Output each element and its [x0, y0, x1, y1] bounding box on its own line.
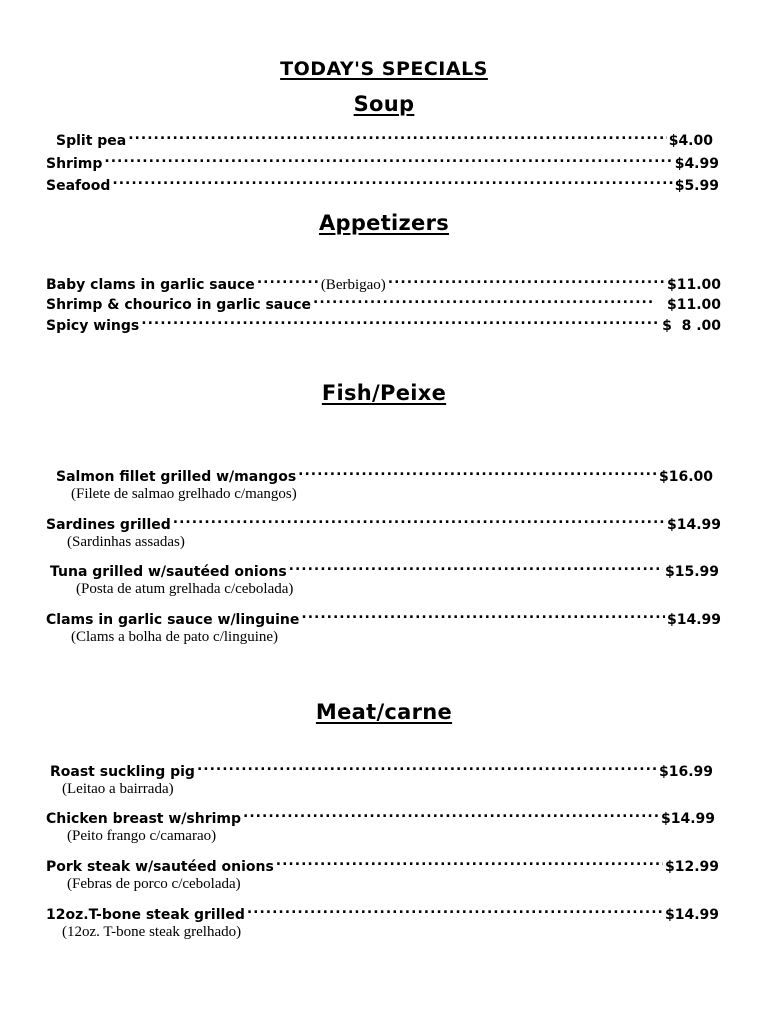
item-price: $12.99 [664, 859, 719, 875]
dot-leader [128, 125, 666, 145]
menu-item-spicy-wings [46, 310, 721, 334]
item-price: $11.00 [666, 297, 721, 313]
item-name: Tuna grilled w/sautéed onions [50, 564, 287, 580]
item-translation: (Febras de porco c/cebolada) [67, 876, 241, 892]
item-name: Baby clams in garlic sauce [46, 277, 255, 293]
section-heading-meat: Meat/carne [315, 700, 453, 724]
page-title: TODAY'S SPECIALS [280, 58, 488, 80]
item-name: Split pea [56, 133, 127, 149]
item-price: $4.00 [668, 133, 713, 149]
dot-leader [257, 269, 319, 289]
dot-leader [388, 269, 665, 289]
item-price: $11.00 [666, 277, 721, 293]
menu-item-baby-clams [46, 269, 721, 293]
dot-leader [104, 148, 672, 168]
item-price: $15.99 [664, 564, 719, 580]
item-price: $14.99 [666, 517, 721, 533]
item-name: Pork steak w/sautéed onions [46, 859, 274, 875]
section-heading-soup: Soup [353, 92, 415, 116]
item-name: Shrimp & chourico in garlic sauce [46, 297, 311, 313]
item-name: 12oz.T-bone steak grilled [46, 907, 245, 923]
item-name: Salmon fillet grilled w/mangos [56, 469, 297, 485]
dot-leader [141, 310, 660, 330]
item-translation: (Clams a bolha de pato c/linguine) [71, 629, 279, 645]
menu-item-shrimp-soup [46, 148, 719, 172]
dot-leader [301, 604, 665, 624]
dot-leader [112, 170, 672, 190]
item-price: $14.99 [664, 907, 719, 923]
section-heading-appetizers: Appetizers [318, 211, 450, 235]
dot-leader [289, 556, 663, 576]
item-name: Shrimp [46, 156, 103, 172]
dot-leader [247, 899, 663, 919]
item-note: (Berbigao) [320, 277, 386, 293]
menu-item-suckling-pig [50, 756, 713, 780]
item-translation: (Sardinhas assadas) [67, 534, 185, 550]
item-translation: (Leitao a bairrada) [62, 781, 174, 797]
menu-item-pork-steak [46, 851, 719, 875]
item-price: $16.00 [658, 469, 713, 485]
menu-item-salmon [56, 461, 713, 485]
menu-item-split-pea [56, 125, 713, 149]
item-name: Roast suckling pig [50, 764, 195, 780]
item-name: Spicy wings [46, 318, 140, 334]
item-name: Seafood [46, 178, 111, 194]
item-price: $4.99 [674, 156, 719, 172]
item-price: $14.99 [660, 811, 715, 827]
item-translation: (Peito frango c/camarao) [67, 828, 217, 844]
item-translation: (Posta de atum grelhada c/cebolada) [76, 581, 294, 597]
item-price: $16.99 [658, 764, 713, 780]
item-name: Clams in garlic sauce w/linguine [46, 612, 300, 628]
menu-item-t-bone-steak [46, 899, 719, 923]
item-name: Sardines grilled [46, 517, 171, 533]
menu-item-chicken-breast [46, 803, 715, 827]
dot-leader [276, 851, 663, 871]
dot-leader [298, 461, 657, 481]
menu-item-clams-linguine [46, 604, 721, 628]
section-heading-fish: Fish/Peixe [321, 381, 447, 405]
dot-leader [313, 289, 655, 309]
menu-item-seafood-soup [46, 170, 719, 194]
dot-leader [197, 756, 657, 776]
item-name: Chicken breast w/shrimp [46, 811, 242, 827]
item-price: $5.99 [674, 178, 719, 194]
item-price: $14.99 [666, 612, 721, 628]
dot-leader [173, 509, 665, 529]
item-price: $ 8 .00 [662, 318, 721, 334]
item-translation: (12oz. T-bone steak grelhado) [62, 924, 242, 940]
dot-leader [243, 803, 659, 823]
menu-item-sardines [46, 509, 721, 533]
menu-item-tuna [50, 556, 719, 580]
item-translation: (Filete de salmao grelhado c/mangos) [71, 486, 297, 502]
menu-item-shrimp-chourico [46, 289, 721, 313]
